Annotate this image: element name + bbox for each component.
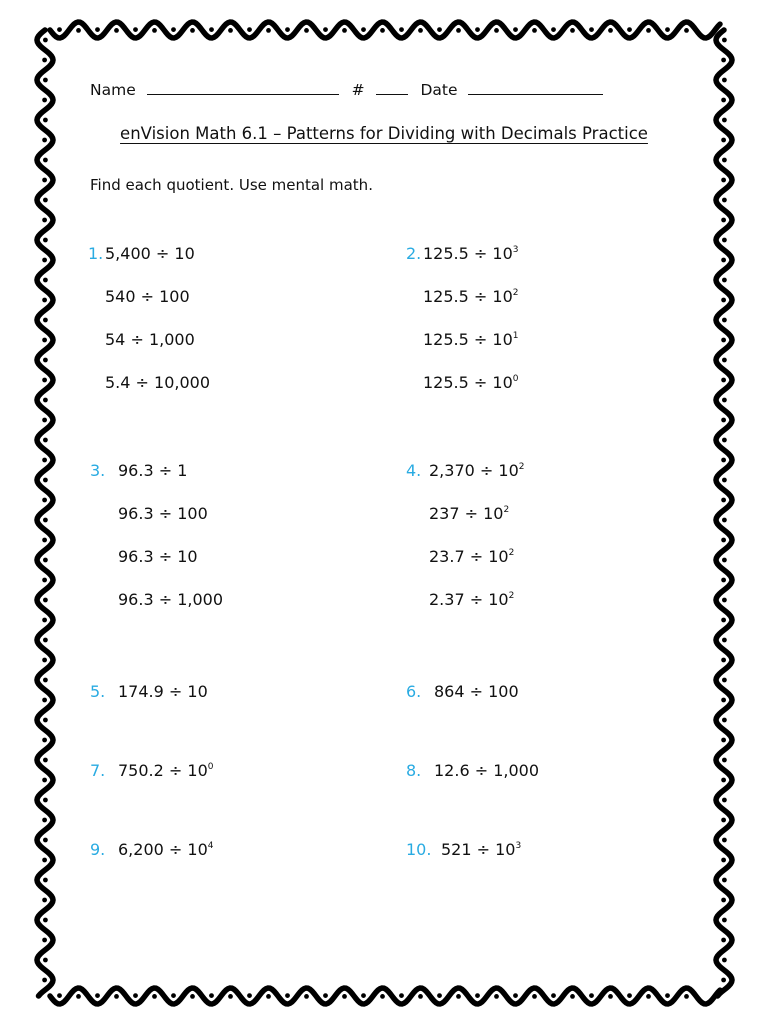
- border-dot: [722, 78, 727, 83]
- problem-5: [90, 682, 208, 701]
- border-dot: [43, 838, 48, 843]
- border-dot: [57, 27, 62, 32]
- border-dot: [721, 778, 726, 783]
- border-dot: [43, 278, 48, 283]
- name-label: Name: [90, 81, 136, 99]
- border-dot: [43, 718, 48, 723]
- border-dot: [43, 878, 48, 883]
- border-dot: [361, 993, 366, 998]
- border-dot: [42, 658, 47, 663]
- exponent: 3: [512, 245, 519, 255]
- border-dot: [43, 958, 48, 963]
- border-dot: [437, 27, 442, 32]
- border-dot: [342, 994, 347, 999]
- exponent: 3: [515, 841, 522, 851]
- border-dot: [228, 28, 233, 33]
- border-wave: [716, 30, 732, 996]
- border-dot: [721, 658, 726, 663]
- border-dot: [532, 994, 537, 999]
- expression-text: 96.3 ÷ 1: [118, 461, 188, 480]
- border-dot: [722, 38, 727, 43]
- border-dot: [721, 978, 726, 983]
- border-dot: [551, 27, 556, 32]
- border-dot: [43, 638, 48, 643]
- problem-expression: [423, 330, 518, 349]
- border-dot: [721, 178, 726, 183]
- border-dot: [475, 993, 480, 998]
- border-dot: [475, 27, 480, 32]
- border-dot: [43, 118, 48, 123]
- border-dot: [42, 778, 47, 783]
- border-dot: [589, 27, 594, 32]
- border-dot: [722, 718, 727, 723]
- border-dot: [721, 298, 726, 303]
- border-dot: [570, 994, 575, 999]
- border-dot: [42, 378, 47, 383]
- exponent: 2: [512, 288, 519, 298]
- problem-number: 6.: [406, 682, 422, 701]
- border-dot: [721, 898, 726, 903]
- border-dot: [76, 28, 81, 33]
- border-dot: [721, 418, 726, 423]
- border-dot: [456, 28, 461, 33]
- expression-text: 96.3 ÷ 100: [118, 504, 208, 523]
- border-dot: [399, 27, 404, 32]
- expression-text: 12.6 ÷ 1,000: [434, 761, 540, 780]
- border-dot: [42, 578, 47, 583]
- border-dot: [646, 28, 651, 33]
- border-dot: [152, 28, 157, 33]
- border-dot: [722, 118, 727, 123]
- border-dot: [721, 58, 726, 63]
- expression-text: 5,400 ÷ 10: [105, 244, 195, 263]
- border-dot: [418, 28, 423, 33]
- problem-expression: [105, 373, 210, 392]
- border-dot: [627, 993, 632, 998]
- border-dot: [721, 258, 726, 263]
- border-dot: [721, 938, 726, 943]
- problem-expression: [118, 761, 213, 780]
- expression-text: 864 ÷ 100: [434, 682, 519, 701]
- border-dot: [722, 478, 727, 483]
- border-dot: [133, 993, 138, 998]
- border-dot: [456, 994, 461, 999]
- border-dot: [43, 558, 48, 563]
- border-wave: [50, 22, 720, 38]
- problem-expression: [118, 590, 223, 609]
- border-dot: [722, 438, 727, 443]
- problem-3: [90, 461, 224, 609]
- border-dot: [721, 458, 726, 463]
- border-dot: [570, 28, 575, 33]
- problem-expression: [434, 682, 519, 701]
- border-dot: [721, 218, 726, 223]
- border-dot: [114, 994, 119, 999]
- border-dot: [721, 698, 726, 703]
- border-dot: [494, 28, 499, 33]
- expression-text: 237 ÷ 10: [429, 504, 504, 523]
- border-dot: [608, 28, 613, 33]
- border-dot: [133, 27, 138, 32]
- border-dot: [42, 58, 47, 63]
- border-dot: [323, 27, 328, 32]
- border-dot: [513, 993, 518, 998]
- border-dot: [43, 38, 48, 43]
- border-dot: [722, 398, 727, 403]
- border-dot: [721, 538, 726, 543]
- expression-text: 125.5 ÷ 10: [423, 373, 513, 392]
- border-dot: [43, 238, 48, 243]
- problem-1: [88, 244, 211, 392]
- border-dot: [342, 28, 347, 33]
- problem-expression: [118, 547, 198, 566]
- border-dot: [57, 993, 62, 998]
- border-dot: [722, 238, 727, 243]
- border-dot: [665, 993, 670, 998]
- expression-text: 540 ÷ 100: [105, 287, 190, 306]
- border-dot: [114, 28, 119, 33]
- exponent: 2: [503, 505, 510, 515]
- problem-number: 2.: [406, 244, 422, 263]
- border-dot: [43, 478, 48, 483]
- border-dot: [43, 318, 48, 323]
- problem-number: 4.: [406, 461, 422, 480]
- border-dot: [722, 318, 727, 323]
- border-dot: [722, 358, 727, 363]
- border-dot: [247, 993, 252, 998]
- border-dot: [532, 28, 537, 33]
- expression-text: 174.9 ÷ 10: [118, 682, 208, 701]
- border-dot: [42, 938, 47, 943]
- border-dot: [76, 994, 81, 999]
- problem-number: 8.: [406, 761, 422, 780]
- exponent: 2: [508, 591, 515, 601]
- problem-expression: [118, 461, 187, 480]
- border-dot: [42, 858, 47, 863]
- border-dot: [721, 858, 726, 863]
- border-dot: [171, 27, 176, 32]
- problem-number: 3.: [90, 461, 106, 480]
- border-dot: [721, 338, 726, 343]
- border-wave: [50, 988, 720, 1004]
- border-dot: [43, 598, 48, 603]
- border-dot: [418, 994, 423, 999]
- border-dot: [43, 678, 48, 683]
- problem-number: 7.: [90, 761, 106, 780]
- expression-text: 125.5 ÷ 10: [423, 244, 513, 263]
- border-dot: [721, 378, 726, 383]
- expression-text: 125.5 ÷ 10: [423, 330, 513, 349]
- border-dot: [665, 27, 670, 32]
- border-dot: [304, 28, 309, 33]
- problem-expression: [429, 504, 509, 523]
- date-label: Date: [420, 81, 458, 99]
- border-dot: [684, 994, 689, 999]
- expression-text: 5.4 ÷ 10,000: [105, 373, 211, 392]
- border-dot: [721, 578, 726, 583]
- problem-expression: [105, 287, 190, 306]
- border-dot: [513, 27, 518, 32]
- border-dot: [43, 758, 48, 763]
- expression-text: 750.2 ÷ 10: [118, 761, 208, 780]
- border-dot: [722, 598, 727, 603]
- border-dot: [722, 558, 727, 563]
- exponent: 0: [512, 374, 519, 384]
- expression-text: 54 ÷ 1,000: [105, 330, 195, 349]
- border-dot: [209, 27, 214, 32]
- border-dot: [42, 298, 47, 303]
- border-dot: [304, 994, 309, 999]
- border-dot: [722, 198, 727, 203]
- problem-6: [406, 682, 519, 701]
- border-dot: [721, 498, 726, 503]
- border-dot: [42, 618, 47, 623]
- border-dot: [42, 978, 47, 983]
- border-dot: [209, 993, 214, 998]
- border-dot: [722, 958, 727, 963]
- border-dot: [266, 994, 271, 999]
- border-dot: [171, 993, 176, 998]
- border-dot: [42, 338, 47, 343]
- exponent: 0: [207, 762, 214, 772]
- border-dot: [722, 518, 727, 523]
- number-label: #: [351, 81, 365, 99]
- border-dot: [722, 758, 727, 763]
- name-field-line[interactable]: [147, 80, 339, 95]
- expression-text: 125.5 ÷ 10: [423, 287, 513, 306]
- expression-text: 96.3 ÷ 10: [118, 547, 198, 566]
- border-dot: [228, 994, 233, 999]
- border-dot: [42, 538, 47, 543]
- exponent: 4: [207, 841, 214, 851]
- border-dot: [42, 698, 47, 703]
- problem-expression: [429, 547, 514, 566]
- border-dot: [722, 798, 727, 803]
- border-dot: [42, 738, 47, 743]
- exponent: 2: [508, 548, 515, 558]
- border-dot: [95, 27, 100, 32]
- expression-text: 96.3 ÷ 1,000: [118, 590, 224, 609]
- border-dot: [285, 993, 290, 998]
- problem-expression: [118, 504, 208, 523]
- border-dot: [42, 218, 47, 223]
- border-dot: [646, 994, 651, 999]
- border-dot: [152, 994, 157, 999]
- border-dot: [323, 993, 328, 998]
- expression-text: 2,370 ÷ 10: [429, 461, 519, 480]
- number-field-line[interactable]: [376, 80, 408, 95]
- problem-number: 9.: [90, 840, 106, 859]
- border-dot: [722, 158, 727, 163]
- border-dot: [42, 498, 47, 503]
- border-dot: [43, 358, 48, 363]
- border-dot: [627, 27, 632, 32]
- problem-expression: [118, 840, 213, 859]
- problem-expression: [105, 330, 195, 349]
- border-dot: [722, 838, 727, 843]
- border-dot: [43, 78, 48, 83]
- border-dot: [380, 994, 385, 999]
- border-dot: [721, 618, 726, 623]
- border-dot: [42, 178, 47, 183]
- problem-expression: [423, 244, 518, 263]
- date-field-line[interactable]: [468, 80, 603, 95]
- problem-8: [406, 761, 540, 780]
- problem-number: 1.: [88, 244, 104, 263]
- problem-expression: [118, 682, 208, 701]
- border-dot: [43, 438, 48, 443]
- border-dot: [42, 898, 47, 903]
- border-dot: [190, 28, 195, 33]
- border-dot: [43, 158, 48, 163]
- problem-number: 5.: [90, 682, 106, 701]
- border-dot: [247, 27, 252, 32]
- border-wave: [37, 30, 53, 996]
- border-dot: [722, 878, 727, 883]
- border-dot: [399, 993, 404, 998]
- border-dot: [42, 418, 47, 423]
- border-dot: [95, 993, 100, 998]
- border-dot: [608, 994, 613, 999]
- border-dot: [494, 994, 499, 999]
- expression-text: 6,200 ÷ 10: [118, 840, 208, 859]
- border-dot: [722, 638, 727, 643]
- border-dot: [285, 27, 290, 32]
- border-dot: [721, 818, 726, 823]
- border-dot: [43, 518, 48, 523]
- problem-expression: [434, 761, 539, 780]
- border-dot: [190, 994, 195, 999]
- expression-text: 23.7 ÷ 10: [429, 547, 509, 566]
- header-row: [90, 80, 603, 99]
- problem-number: 10.: [406, 840, 432, 859]
- problem-expression: [423, 287, 518, 306]
- border-dot: [551, 993, 556, 998]
- exponent: 2: [518, 462, 525, 472]
- border-dot: [721, 738, 726, 743]
- border-dot: [42, 458, 47, 463]
- problem-expression: [423, 373, 518, 392]
- border-dot: [361, 27, 366, 32]
- border-dot: [43, 198, 48, 203]
- border-dot: [437, 993, 442, 998]
- expression-text: 2.37 ÷ 10: [429, 590, 509, 609]
- border-dot: [722, 678, 727, 683]
- border-dot: [721, 98, 726, 103]
- expression-text: 521 ÷ 10: [441, 840, 516, 859]
- border-dot: [589, 993, 594, 998]
- problem-expression: [105, 244, 195, 263]
- border-dot: [722, 278, 727, 283]
- border-dot: [42, 258, 47, 263]
- border-dot: [684, 28, 689, 33]
- border-dot: [42, 818, 47, 823]
- border-dot: [266, 28, 271, 33]
- instructions-text: Find each quotient. Use mental math.: [90, 176, 373, 194]
- worksheet-title: enVision Math 6.1 – Patterns for Dividing with Decimals Practice: [120, 124, 648, 143]
- border-dot: [43, 398, 48, 403]
- border-dot: [380, 28, 385, 33]
- exponent: 1: [512, 331, 519, 341]
- border-dot: [722, 918, 727, 923]
- border-dot: [43, 798, 48, 803]
- problem-expression: [429, 590, 514, 609]
- border-dot: [42, 98, 47, 103]
- problem-expression: [441, 840, 521, 859]
- problem-expression: [429, 461, 524, 480]
- border-dot: [43, 918, 48, 923]
